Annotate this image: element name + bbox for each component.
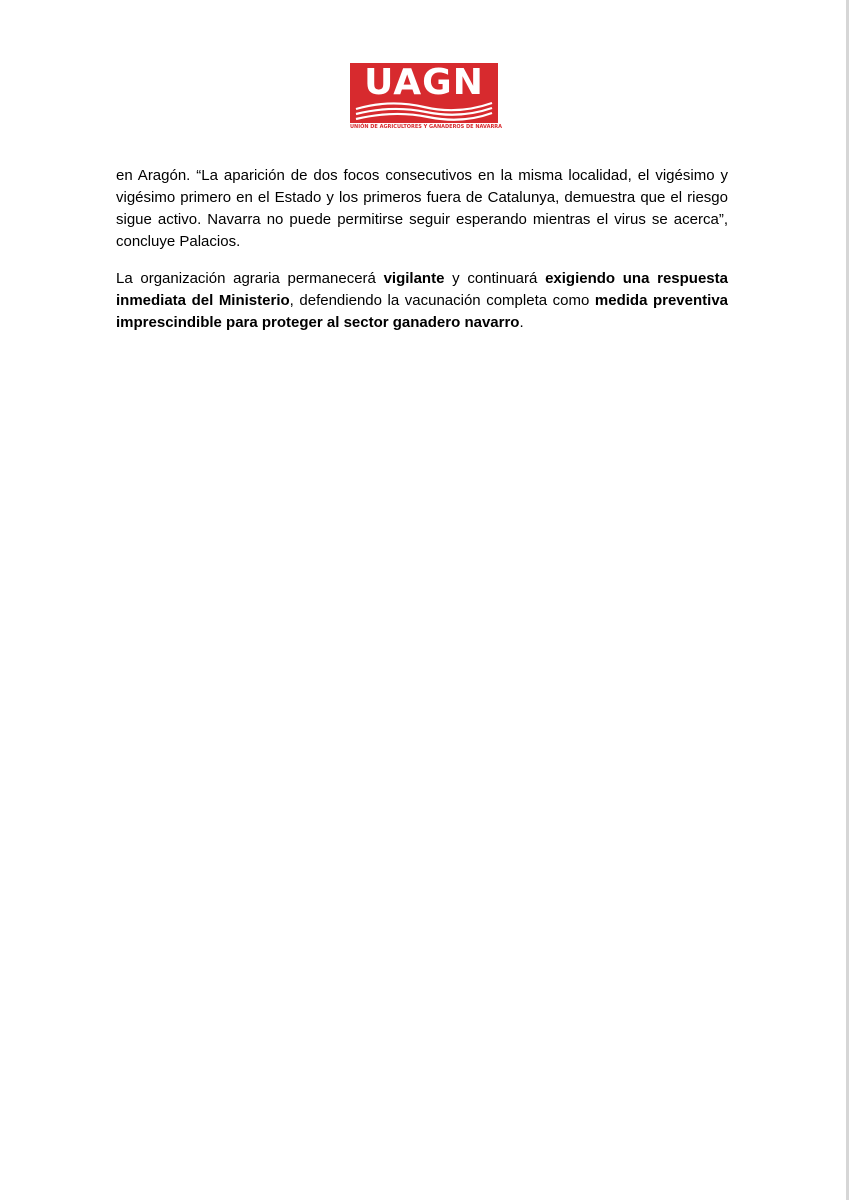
paragraph-quote: en Aragón. “La aparición de dos focos consecutivos en la misma localidad, el vigésimo y vigésimo primero en el Estado y los primeros fuera de Catalunya, demuestra que el riesgo sigue activo. Navarra no puede permitirse seguir esperando mientras el virus se acerca”, concluye Palacios. bbox=[116, 167, 728, 250]
logo-wordmark: UAGN bbox=[364, 63, 484, 103]
text-run: . bbox=[519, 314, 524, 331]
text-run: La organización agraria permanecerá bbox=[116, 270, 384, 287]
logo-subtitle: UNIÓN DE AGRICULTORES Y GANADEROS DE NAVARRA bbox=[350, 124, 503, 130]
bold-run: medida preventiva imprescindible para proteger al sector ganadero navarro bbox=[116, 292, 729, 331]
text-run: , defendiendo la vacunación completa como bbox=[289, 292, 595, 309]
document-body bbox=[116, 165, 728, 349]
uagn-logo bbox=[350, 63, 503, 131]
paragraph-conclusion bbox=[116, 268, 728, 334]
bold-run: exigiendo una respuesta inmediata del Ministerio bbox=[116, 270, 728, 309]
bold-run: vigilante bbox=[383, 270, 445, 287]
text-run: y continuará bbox=[444, 270, 546, 287]
logo-box bbox=[350, 63, 498, 123]
